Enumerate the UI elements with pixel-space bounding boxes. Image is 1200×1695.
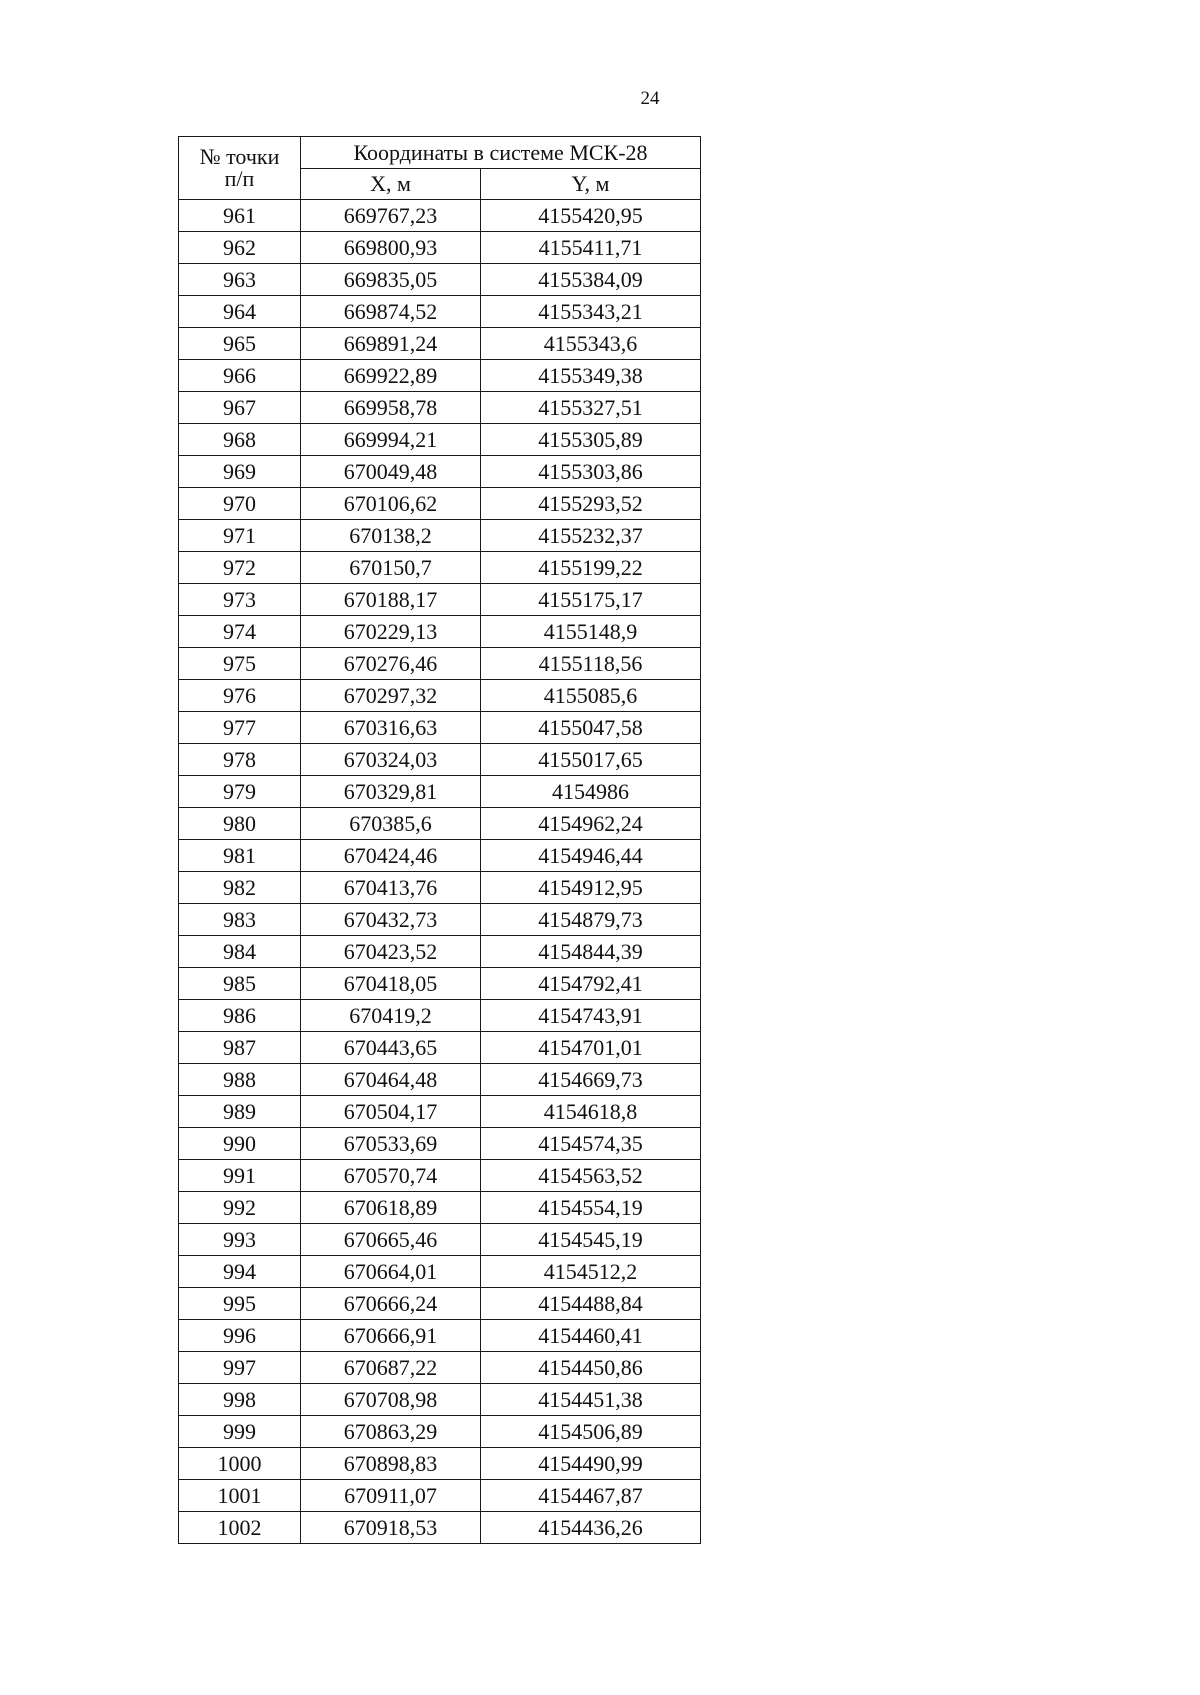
table-row — [179, 872, 701, 904]
y-coordinate-cell: 4155232,37 — [481, 520, 701, 552]
x-coordinate-cell: 670423,52 — [301, 936, 481, 968]
page-number: 24 — [640, 88, 660, 109]
y-coordinate-cell: 4154436,26 — [481, 1512, 701, 1544]
y-coordinate-cell: 4154490,99 — [481, 1448, 701, 1480]
x-coordinate-cell: 670418,05 — [301, 968, 481, 1000]
point-number-cell: 980 — [179, 808, 301, 840]
x-coordinate-cell: 670708,98 — [301, 1384, 481, 1416]
y-coordinate-cell: 4154460,41 — [481, 1320, 701, 1352]
y-coordinate-cell: 4154946,44 — [481, 840, 701, 872]
x-coordinate-cell: 670443,65 — [301, 1032, 481, 1064]
x-coordinate-cell: 670570,74 — [301, 1160, 481, 1192]
y-coordinate-cell: 4154506,89 — [481, 1416, 701, 1448]
table-row — [179, 1480, 701, 1512]
table-body — [179, 200, 701, 1544]
y-coordinate-cell: 4154986 — [481, 776, 701, 808]
x-coordinate-cell: 670229,13 — [301, 616, 481, 648]
table-header — [179, 137, 701, 200]
y-coordinate-cell: 4154512,2 — [481, 1256, 701, 1288]
x-coordinate-cell: 669958,78 — [301, 392, 481, 424]
point-number-cell: 974 — [179, 616, 301, 648]
y-coordinate-cell: 4154669,73 — [481, 1064, 701, 1096]
point-number-cell: 972 — [179, 552, 301, 584]
x-coordinate-cell: 670297,32 — [301, 680, 481, 712]
point-number-cell: 985 — [179, 968, 301, 1000]
table-row — [179, 1320, 701, 1352]
point-number-cell: 992 — [179, 1192, 301, 1224]
x-coordinate-cell: 670863,29 — [301, 1416, 481, 1448]
point-number-cell: 1000 — [179, 1448, 301, 1480]
x-coordinate-cell: 670106,62 — [301, 488, 481, 520]
point-number-cell: 986 — [179, 1000, 301, 1032]
point-number-cell: 990 — [179, 1128, 301, 1160]
table-row — [179, 1352, 701, 1384]
y-coordinate-cell: 4154563,52 — [481, 1160, 701, 1192]
y-coordinate-cell: 4154488,84 — [481, 1288, 701, 1320]
point-number-cell: 994 — [179, 1256, 301, 1288]
x-coordinate-cell: 670664,01 — [301, 1256, 481, 1288]
y-coordinate-cell: 4154701,01 — [481, 1032, 701, 1064]
point-number-cell: 976 — [179, 680, 301, 712]
point-number-cell: 970 — [179, 488, 301, 520]
point-number-cell: 998 — [179, 1384, 301, 1416]
x-coordinate-cell: 670424,46 — [301, 840, 481, 872]
table-row — [179, 1128, 701, 1160]
coordinates-table — [178, 136, 701, 1544]
x-coordinate-cell: 670419,2 — [301, 1000, 481, 1032]
x-coordinate-cell: 670329,81 — [301, 776, 481, 808]
y-coordinate-cell: 4155199,22 — [481, 552, 701, 584]
y-coordinate-cell: 4154912,95 — [481, 872, 701, 904]
point-number-cell: 975 — [179, 648, 301, 680]
point-number-cell: 973 — [179, 584, 301, 616]
point-number-cell: 968 — [179, 424, 301, 456]
table-row — [179, 1448, 701, 1480]
y-coordinate-cell: 4155305,89 — [481, 424, 701, 456]
point-number-cell: 977 — [179, 712, 301, 744]
point-number-cell: 987 — [179, 1032, 301, 1064]
point-number-cell: 996 — [179, 1320, 301, 1352]
y-coordinate-cell: 4155085,6 — [481, 680, 701, 712]
table-row — [179, 648, 701, 680]
x-coordinate-cell: 670324,03 — [301, 744, 481, 776]
x-coordinate-cell: 670138,2 — [301, 520, 481, 552]
point-number-cell: 979 — [179, 776, 301, 808]
x-coordinate-cell: 669874,52 — [301, 296, 481, 328]
x-coordinate-cell: 670464,48 — [301, 1064, 481, 1096]
table-row — [179, 1288, 701, 1320]
table-row — [179, 1160, 701, 1192]
table-row — [179, 232, 701, 264]
point-number-cell: 967 — [179, 392, 301, 424]
x-coordinate-cell: 670918,53 — [301, 1512, 481, 1544]
table-row — [179, 1096, 701, 1128]
point-number-cell: 969 — [179, 456, 301, 488]
table-row — [179, 1224, 701, 1256]
point-number-cell: 1001 — [179, 1480, 301, 1512]
point-number-cell: 966 — [179, 360, 301, 392]
table-row — [179, 744, 701, 776]
y-coordinate-cell: 4154450,86 — [481, 1352, 701, 1384]
y-coordinate-cell: 4154554,19 — [481, 1192, 701, 1224]
point-number-header-line2: п/п — [224, 166, 255, 191]
table-row — [179, 1256, 701, 1288]
table-row — [179, 264, 701, 296]
y-coordinate-cell: 4154844,39 — [481, 936, 701, 968]
x-coordinate-cell: 669922,89 — [301, 360, 481, 392]
x-coordinate-cell: 670276,46 — [301, 648, 481, 680]
table-row — [179, 1064, 701, 1096]
table-row — [179, 360, 701, 392]
y-coordinate-cell: 4155148,9 — [481, 616, 701, 648]
coords-system-header: Координаты в системе МСК-28 — [301, 137, 701, 169]
x-coordinate-cell: 669767,23 — [301, 200, 481, 232]
x-coordinate-cell: 670533,69 — [301, 1128, 481, 1160]
table-row — [179, 200, 701, 232]
x-coordinate-cell: 670316,63 — [301, 712, 481, 744]
point-number-cell: 993 — [179, 1224, 301, 1256]
y-coordinate-cell: 4154545,19 — [481, 1224, 701, 1256]
y-coordinate-cell: 4155175,17 — [481, 584, 701, 616]
point-number-cell: 982 — [179, 872, 301, 904]
table-row — [179, 776, 701, 808]
y-header: Y, м — [481, 169, 701, 200]
table-row — [179, 520, 701, 552]
x-coordinate-cell: 670911,07 — [301, 1480, 481, 1512]
y-coordinate-cell: 4155118,56 — [481, 648, 701, 680]
table-row — [179, 808, 701, 840]
y-coordinate-cell: 4155017,65 — [481, 744, 701, 776]
header-row-1 — [179, 137, 701, 169]
table-row — [179, 424, 701, 456]
point-number-cell: 962 — [179, 232, 301, 264]
table-row — [179, 936, 701, 968]
table-row — [179, 712, 701, 744]
y-coordinate-cell: 4155411,71 — [481, 232, 701, 264]
table-row — [179, 296, 701, 328]
table-row — [179, 680, 701, 712]
table-row — [179, 392, 701, 424]
point-number-cell: 971 — [179, 520, 301, 552]
point-number-cell: 978 — [179, 744, 301, 776]
point-number-cell: 983 — [179, 904, 301, 936]
y-coordinate-cell: 4154743,91 — [481, 1000, 701, 1032]
y-coordinate-cell: 4155343,6 — [481, 328, 701, 360]
point-number-header — [179, 137, 301, 200]
y-coordinate-cell: 4155327,51 — [481, 392, 701, 424]
point-number-cell: 991 — [179, 1160, 301, 1192]
x-coordinate-cell: 670666,91 — [301, 1320, 481, 1352]
point-number-cell: 981 — [179, 840, 301, 872]
y-coordinate-cell: 4155303,86 — [481, 456, 701, 488]
point-number-header-line1: № точки — [199, 144, 280, 169]
x-coordinate-cell: 669835,05 — [301, 264, 481, 296]
x-coordinate-cell: 670188,17 — [301, 584, 481, 616]
x-coordinate-cell: 670687,22 — [301, 1352, 481, 1384]
y-coordinate-cell: 4154792,41 — [481, 968, 701, 1000]
x-coordinate-cell: 670150,7 — [301, 552, 481, 584]
point-number-cell: 995 — [179, 1288, 301, 1320]
x-coordinate-cell: 670618,89 — [301, 1192, 481, 1224]
point-number-cell: 999 — [179, 1416, 301, 1448]
y-coordinate-cell: 4154451,38 — [481, 1384, 701, 1416]
table-row — [179, 328, 701, 360]
point-number-cell: 965 — [179, 328, 301, 360]
table-row — [179, 1192, 701, 1224]
y-coordinate-cell: 4155420,95 — [481, 200, 701, 232]
x-coordinate-cell: 670049,48 — [301, 456, 481, 488]
x-coordinate-cell: 670666,24 — [301, 1288, 481, 1320]
table-row — [179, 584, 701, 616]
table-row — [179, 456, 701, 488]
x-header: X, м — [301, 169, 481, 200]
table-row — [179, 1512, 701, 1544]
x-coordinate-cell: 669800,93 — [301, 232, 481, 264]
y-coordinate-cell: 4154618,8 — [481, 1096, 701, 1128]
x-coordinate-cell: 670898,83 — [301, 1448, 481, 1480]
table-row — [179, 968, 701, 1000]
table-row — [179, 1032, 701, 1064]
table-row — [179, 1384, 701, 1416]
y-coordinate-cell: 4155047,58 — [481, 712, 701, 744]
table-row — [179, 616, 701, 648]
point-number-cell: 1002 — [179, 1512, 301, 1544]
table-row — [179, 488, 701, 520]
point-number-cell: 989 — [179, 1096, 301, 1128]
y-coordinate-cell: 4154879,73 — [481, 904, 701, 936]
x-coordinate-cell: 670413,76 — [301, 872, 481, 904]
y-coordinate-cell: 4155349,38 — [481, 360, 701, 392]
x-coordinate-cell: 670385,6 — [301, 808, 481, 840]
y-coordinate-cell: 4155384,09 — [481, 264, 701, 296]
point-number-cell: 963 — [179, 264, 301, 296]
x-coordinate-cell: 669891,24 — [301, 328, 481, 360]
y-coordinate-cell: 4155343,21 — [481, 296, 701, 328]
table-row — [179, 840, 701, 872]
x-coordinate-cell: 670432,73 — [301, 904, 481, 936]
x-coordinate-cell: 670504,17 — [301, 1096, 481, 1128]
table-row — [179, 1000, 701, 1032]
y-coordinate-cell: 4154467,87 — [481, 1480, 701, 1512]
point-number-cell: 961 — [179, 200, 301, 232]
point-number-cell: 964 — [179, 296, 301, 328]
y-coordinate-cell: 4155293,52 — [481, 488, 701, 520]
point-number-cell: 997 — [179, 1352, 301, 1384]
table-row — [179, 1416, 701, 1448]
table-row — [179, 552, 701, 584]
y-coordinate-cell: 4154574,35 — [481, 1128, 701, 1160]
point-number-cell: 984 — [179, 936, 301, 968]
point-number-cell: 988 — [179, 1064, 301, 1096]
x-coordinate-cell: 670665,46 — [301, 1224, 481, 1256]
y-coordinate-cell: 4154962,24 — [481, 808, 701, 840]
table-row — [179, 904, 701, 936]
x-coordinate-cell: 669994,21 — [301, 424, 481, 456]
